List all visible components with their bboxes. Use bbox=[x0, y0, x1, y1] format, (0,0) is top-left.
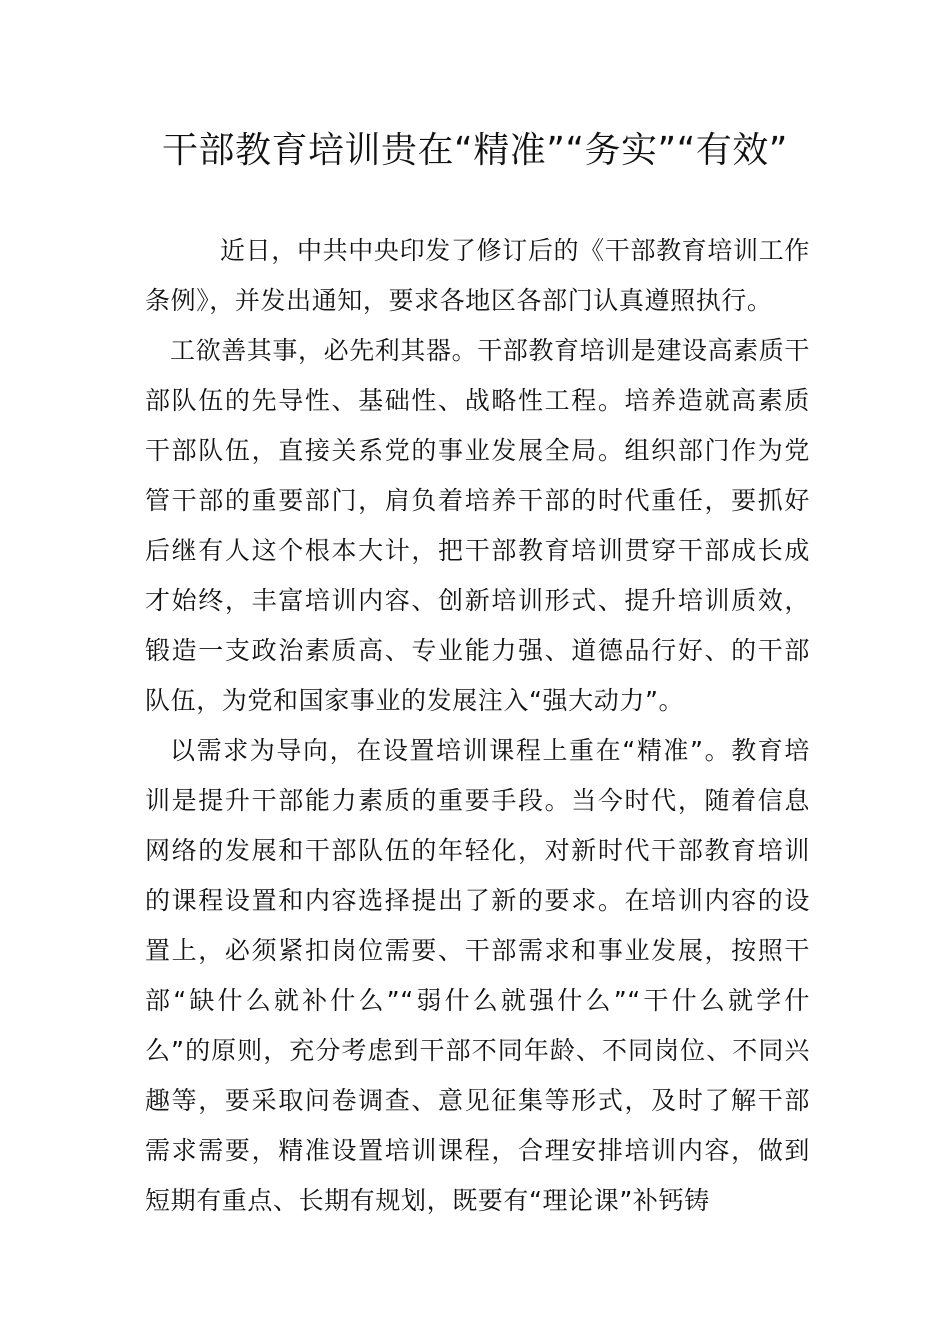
paragraph-precision: 以需求为导向，在设置培训课程上重在“精准”。教育培训是提升干部能力素质的重要手段。当今时代，随着信息网络的发展和干部队伍的年轻化，对新时代干部教育培训的课程设置和内容选择提出了新的要求。在培训内容的设置上，必须紧扣岗位需要、干部需求和事业发展，按照干部“缺什么就补什么”“弱什么就强什么”“干什么就学什么”的原则，充分考虑到干部不同年龄、不同岗位、不同兴趣等，要采取问卷调查、意见征集等形式，及时了解干部需求需要，精准设置培训课程，合理安排培训内容，做到短期有重点、长期有规划，既要有“理论课”补钙铸 bbox=[145, 736, 810, 1215]
paragraph-intro: 近日，中共中央印发了修订后的《干部教育培训工作条例》，并发出通知，要求各地区各部门认真遵照执行。 bbox=[145, 236, 810, 315]
document-body bbox=[145, 226, 810, 1226]
paragraph-tools: 工欲善其事，必先利其器。干部教育培训是建设高素质干部队伍的先导性、基础性、战略性工程。培养造就高素质干部队伍，直接关系党的事业发展全局。组织部门作为党管干部的重要部门，肩负着培养干部的时代重任，要抓好后继有人这个根本大计，把干部教育培训贯穿干部成长成才始终，丰富培训内容、创新培训形式、提升培训质效，锻造一支政治素质高、专业能力强、道德品行好、的干部队伍，为党和国家事业的发展注入“强大动力”。 bbox=[145, 336, 811, 715]
document-title: 干部教育培训贵在“精准”“务实”“有效” bbox=[162, 130, 788, 171]
